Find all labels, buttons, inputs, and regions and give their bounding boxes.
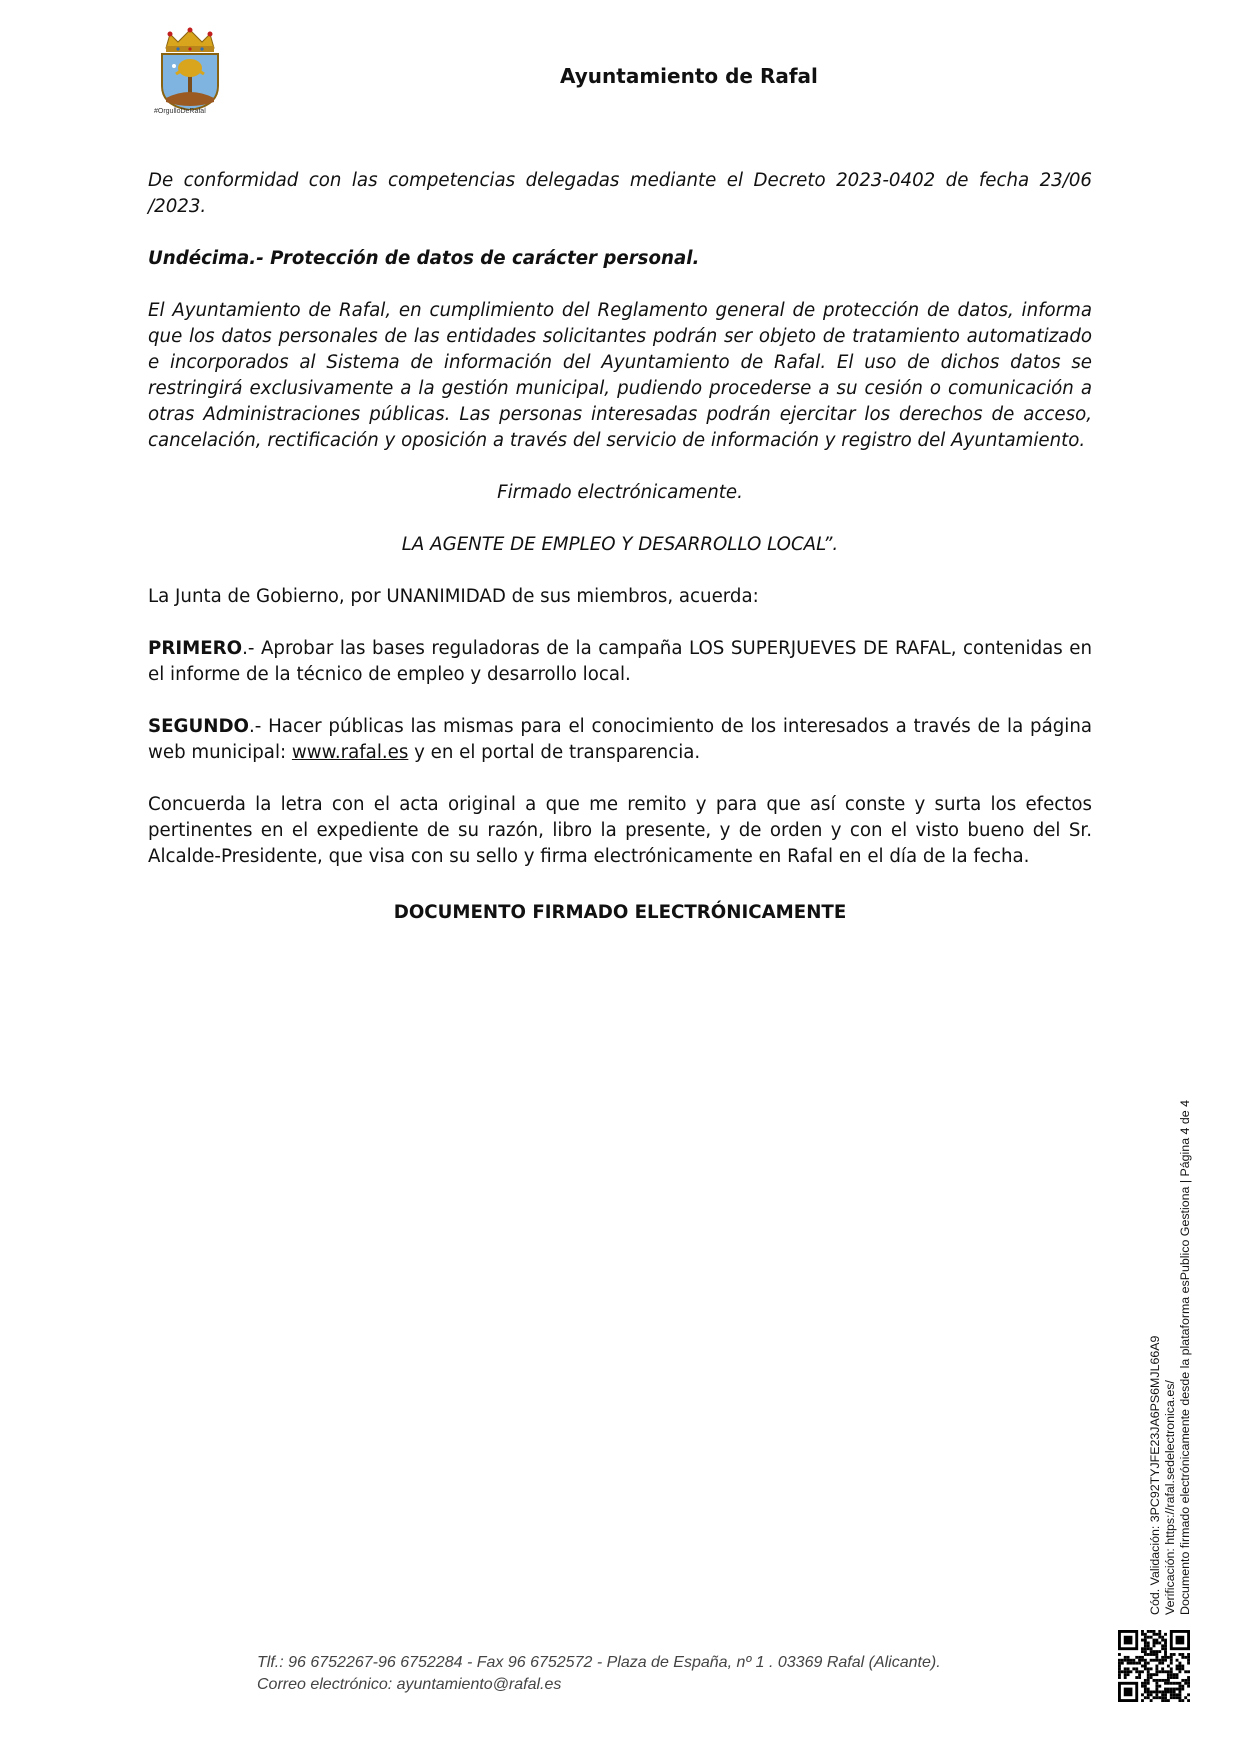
page-footer bbox=[257, 1652, 941, 1696]
paragraph-primero bbox=[148, 636, 1092, 688]
website-link[interactable]: www.rafal.es bbox=[291, 742, 409, 763]
signature-note: Documento firmado electrónicamente desde la plataforma esPublico Gestiona | Página 4 de 4 bbox=[1178, 1100, 1192, 1615]
qr-code-icon bbox=[1118, 1630, 1190, 1702]
paragraph-concuerda: Concuerda la letra con el acta original a que me remito y para que así conste y surta los efectos pertinentes en el expediente de su razón, libro la presente, y de orden y con el visto bueno del Sr. Alcalde-Presidente, que visa con su sello y firma electrónicamente en Rafal en el día de la fecha. bbox=[148, 794, 1092, 867]
signed-line: Firmado electrónicamente. bbox=[497, 482, 743, 503]
verification-url: Verificación: https://rafal.sedelectronica.es/ bbox=[1163, 1380, 1177, 1615]
final-title: DOCUMENTO FIRMADO ELECTRÓNICAMENTE bbox=[393, 902, 847, 923]
paragraph-decreto: De conformidad con las competencias delegadas mediante el Decreto 2023-0402 de fecha 23/06 /2023. bbox=[148, 170, 1092, 217]
document-body bbox=[148, 168, 1092, 952]
logo-tagline: #OrgulloDeRafal bbox=[154, 108, 206, 115]
footer-email: Correo electrónico: ayuntamiento@rafal.es bbox=[257, 1676, 562, 1693]
segundo-label: SEGUNDO bbox=[148, 716, 249, 737]
validation-stamp bbox=[1148, 1095, 1202, 1615]
footer-contact: Tlf.: 96 6752267-96 6752284 - Fax 96 6752572 - Plaza de España, nº 1 . 03369 Rafal (Alicante). bbox=[257, 1654, 941, 1671]
section-heading: Undécima.- Protección de datos de carácter personal. bbox=[148, 248, 700, 269]
page-title: Ayuntamiento de Rafal bbox=[560, 64, 818, 88]
validation-code: Cód. Validación: 3PC92TYJFE23JA6PS6MJL66A9 bbox=[1148, 1335, 1162, 1615]
segundo-text-after: y en el portal de transparencia. bbox=[408, 742, 701, 763]
primero-text: .- Aprobar las bases reguladoras de la campaña LOS SUPERJUEVES DE RAFAL, contenidas en el informe de la técnico de empleo y desarrollo local. bbox=[148, 638, 1092, 685]
primero-label: PRIMERO bbox=[148, 638, 243, 659]
rafal-coat-of-arms-icon bbox=[152, 26, 228, 110]
junta-line: La Junta de Gobierno, por UNANIMIDAD de sus miembros, acuerda: bbox=[148, 586, 759, 607]
agent-line: LA AGENTE DE EMPLEO Y DESARROLLO LOCAL”. bbox=[401, 534, 839, 555]
segundo-text-before: .- Hacer públicas las mismas para el conocimiento de los interesados a través de la página web municipal: bbox=[148, 716, 1092, 763]
qr-code bbox=[1118, 1630, 1190, 1702]
paragraph-segundo bbox=[148, 714, 1092, 766]
coat-of-arms-logo bbox=[152, 26, 228, 118]
paragraph-data-protection: El Ayuntamiento de Rafal, en cumplimiento del Reglamento general de protección de datos, informa que los datos personales de las entidades solicitantes podrán ser objeto de tratamiento automatizado e incorporados al Sistema de información del Ayuntamiento de Rafal. El uso de dichos datos se restringirá exclusivamente a la gestión municipal, pudiendo procederse a su cesión o comunicación a otras Administraciones públicas. Las personas interesadas podrán ejercitar los derechos de acceso, cancelación, rectificación y oposición a través del servicio de información y registro del Ayuntamiento. bbox=[148, 300, 1092, 451]
